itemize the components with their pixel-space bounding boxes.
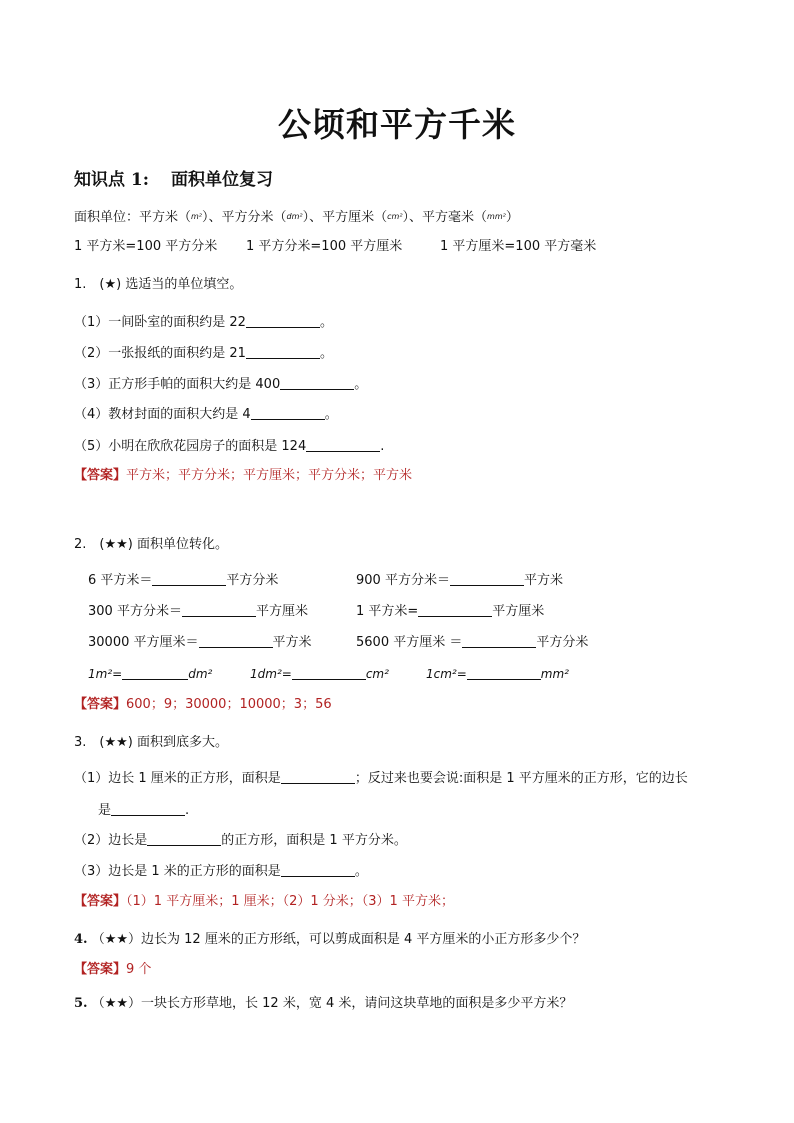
- q3-answer: [74, 893, 454, 911]
- q4-question: [74, 931, 585, 949]
- q2-r3-c2: [356, 633, 588, 652]
- q2-sym-1-text: 1m²=: [88, 667, 123, 681]
- q2-answer: [74, 696, 332, 714]
- answer-blank[interactable]: [306, 437, 380, 452]
- answer-blank[interactable]: [152, 571, 226, 586]
- conversion-3: 1 平方厘米=100 平方毫米: [440, 239, 597, 254]
- q2-r3-c1: [88, 633, 312, 652]
- q3-item-3-end: 。: [354, 864, 368, 879]
- q2-r1-c1: [88, 571, 278, 590]
- units-suffix: ）: [505, 210, 519, 225]
- q2-sym-3: [426, 665, 569, 683]
- q1-item-4-text: （4）教材封面的面积大约是 4: [74, 407, 251, 422]
- q2-sym-2-text: 1dm²=: [250, 667, 292, 681]
- q1-item-5-end: .: [380, 439, 385, 454]
- q3-item-1-end: .: [185, 803, 190, 818]
- answer-blank[interactable]: [462, 633, 536, 648]
- answer-blank[interactable]: [280, 375, 354, 390]
- q1-item-4-end: 。: [324, 407, 338, 422]
- q3-item-1-mid: ；反过来也要会说:面积是 1 平方厘米的正方形，它的边长: [354, 771, 688, 786]
- unit-cm2: cm²: [387, 212, 403, 221]
- q2-sym-3-unit: mm²: [540, 667, 569, 681]
- q2-r1-c1-text: 6 平方米＝: [88, 573, 153, 588]
- q2-r2-c1-text: 300 平方分米＝: [88, 604, 182, 619]
- answer-blank[interactable]: [292, 665, 366, 680]
- q1-item-5-text: （5）小明在欣欣花园房子的面积是 124: [74, 439, 307, 454]
- answer-blank[interactable]: [147, 831, 221, 846]
- q1-item-5: [74, 437, 384, 456]
- q1-item-1: [74, 313, 333, 332]
- conversion-2: 1 平方分米=100 平方厘米: [246, 239, 403, 254]
- q4-answer: [74, 961, 151, 979]
- q2-r2-c2-text: 1 平方米=: [356, 604, 419, 619]
- q3-item-3-text: （3）边长是 1 米的正方形的面积是: [74, 864, 281, 879]
- answer-blank[interactable]: [246, 313, 320, 328]
- q2-sym-2: [250, 665, 389, 683]
- answer-tag: 【答案】: [74, 962, 127, 977]
- q2-r3-c2-text: 5600 平方厘米 ＝: [356, 635, 463, 650]
- q2-sym-1: [88, 665, 212, 683]
- q2-r2-c2: [356, 602, 544, 621]
- q2-heading: 2. (★★) 面积单位转化。: [74, 537, 228, 552]
- q2-r3-c1-unit: 平方米: [272, 635, 312, 650]
- q1-item-2-text: （2）一张报纸的面积约是 21: [74, 346, 246, 361]
- q2-sym-2-unit: cm²: [365, 667, 389, 681]
- q2-r1-c2-text: 900 平方分米＝: [356, 573, 450, 588]
- q1-item-2: [74, 344, 333, 363]
- q3-item-1-text: （1）边长 1 厘米的正方形，面积是: [74, 771, 281, 786]
- units-line: [74, 208, 519, 227]
- section-name: 面积单位复习: [171, 170, 274, 190]
- q1-item-3-text: （3）正方形手帕的面积大约是 400: [74, 377, 281, 392]
- q2-answer-text: 600；9；30000；10000；3；56: [126, 697, 332, 712]
- q1-item-1-end: 。: [319, 315, 333, 330]
- q2-r1-c1-unit: 平方分米: [226, 573, 279, 588]
- q3-item-2: [74, 831, 407, 850]
- q1-item-3: [74, 375, 367, 394]
- page-title: 公顷和平方千米: [278, 105, 516, 144]
- section-number: 知识点 1:: [74, 170, 150, 190]
- answer-blank[interactable]: [199, 633, 273, 648]
- units-prefix: 面积单位：平方米（: [74, 210, 192, 225]
- units-dm-prefix: ）、平方分米（: [202, 210, 287, 225]
- answer-blank[interactable]: [418, 602, 492, 617]
- q3-heading: 3. (★★) 面积到底多大。: [74, 735, 228, 750]
- answer-blank[interactable]: [251, 405, 325, 420]
- section-heading: [74, 168, 273, 192]
- answer-blank[interactable]: [467, 665, 541, 680]
- answer-blank[interactable]: [246, 344, 320, 359]
- q3-item-1-cont: [98, 801, 189, 820]
- answer-blank[interactable]: [281, 862, 355, 877]
- answer-blank[interactable]: [111, 801, 185, 816]
- q4-answer-text: 9 个: [126, 962, 152, 977]
- q5-number: 5.: [74, 996, 88, 1011]
- answer-blank[interactable]: [182, 602, 256, 617]
- q1-item-1-text: （1）一间卧室的面积约是 22: [74, 315, 246, 330]
- q1-answer: [74, 467, 412, 485]
- q2-r3-c2-unit: 平方分米: [536, 635, 589, 650]
- units-cm-prefix: ）、平方厘米（: [302, 210, 388, 225]
- conversion-1: 1 平方米=100 平方分米: [74, 239, 218, 254]
- q1-item-4: [74, 405, 338, 424]
- q2-r2-c1-unit: 平方厘米: [255, 604, 308, 619]
- unit-m2: m²: [191, 212, 203, 221]
- answer-tag: 【答案】: [74, 894, 127, 909]
- q5-text: （★★）一块长方形草地，长 12 米，宽 4 米，请问这块草地的面积是多少平方米？: [91, 996, 573, 1011]
- answer-blank[interactable]: [450, 571, 524, 586]
- q3-answer-text: （1）1 平方厘米；1 厘米；（2）1 分米；（3）1 平方米；: [126, 894, 454, 909]
- q5-question: [74, 995, 572, 1013]
- q2-r1-c2: [356, 571, 563, 590]
- unit-mm2: mm²: [487, 212, 506, 221]
- q4-text: （★★）边长为 12 厘米的正方形纸，可以剪成面积是 4 平方厘米的小正方形多少个？: [91, 932, 586, 947]
- q4-number: 4.: [74, 932, 88, 947]
- q2-r2-c1: [88, 602, 308, 621]
- q2-r3-c1-text: 30000 平方厘米＝: [88, 635, 199, 650]
- answer-blank[interactable]: [122, 665, 188, 680]
- q1-answer-text: 平方米；平方分米；平方厘米；平方分米；平方米: [126, 468, 413, 483]
- q3-item-2-text: （2）边长是: [74, 833, 148, 848]
- answer-tag: 【答案】: [74, 697, 127, 712]
- q2-sym-3-text: 1cm²=: [426, 667, 467, 681]
- q3-item-1: [74, 769, 688, 788]
- q2-r1-c2-unit: 平方米: [523, 573, 563, 588]
- q3-item-3: [74, 862, 368, 881]
- q2-r2-c2-unit: 平方厘米: [492, 604, 545, 619]
- unit-dm2: dm²: [286, 212, 303, 221]
- units-mm-prefix: ）、平方毫米（: [402, 210, 488, 225]
- q3-item-1-cont-text: 是: [98, 803, 112, 818]
- q2-sym-1-unit: dm²: [188, 667, 213, 681]
- answer-blank[interactable]: [281, 769, 355, 784]
- q1-heading: 1. (★) 选适当的单位填空。: [74, 277, 243, 292]
- answer-tag: 【答案】: [74, 468, 127, 483]
- q3-item-2-end: 的正方形，面积是 1 平方分米。: [221, 833, 407, 848]
- q1-item-2-end: 。: [319, 346, 333, 361]
- q1-item-3-end: 。: [354, 377, 368, 392]
